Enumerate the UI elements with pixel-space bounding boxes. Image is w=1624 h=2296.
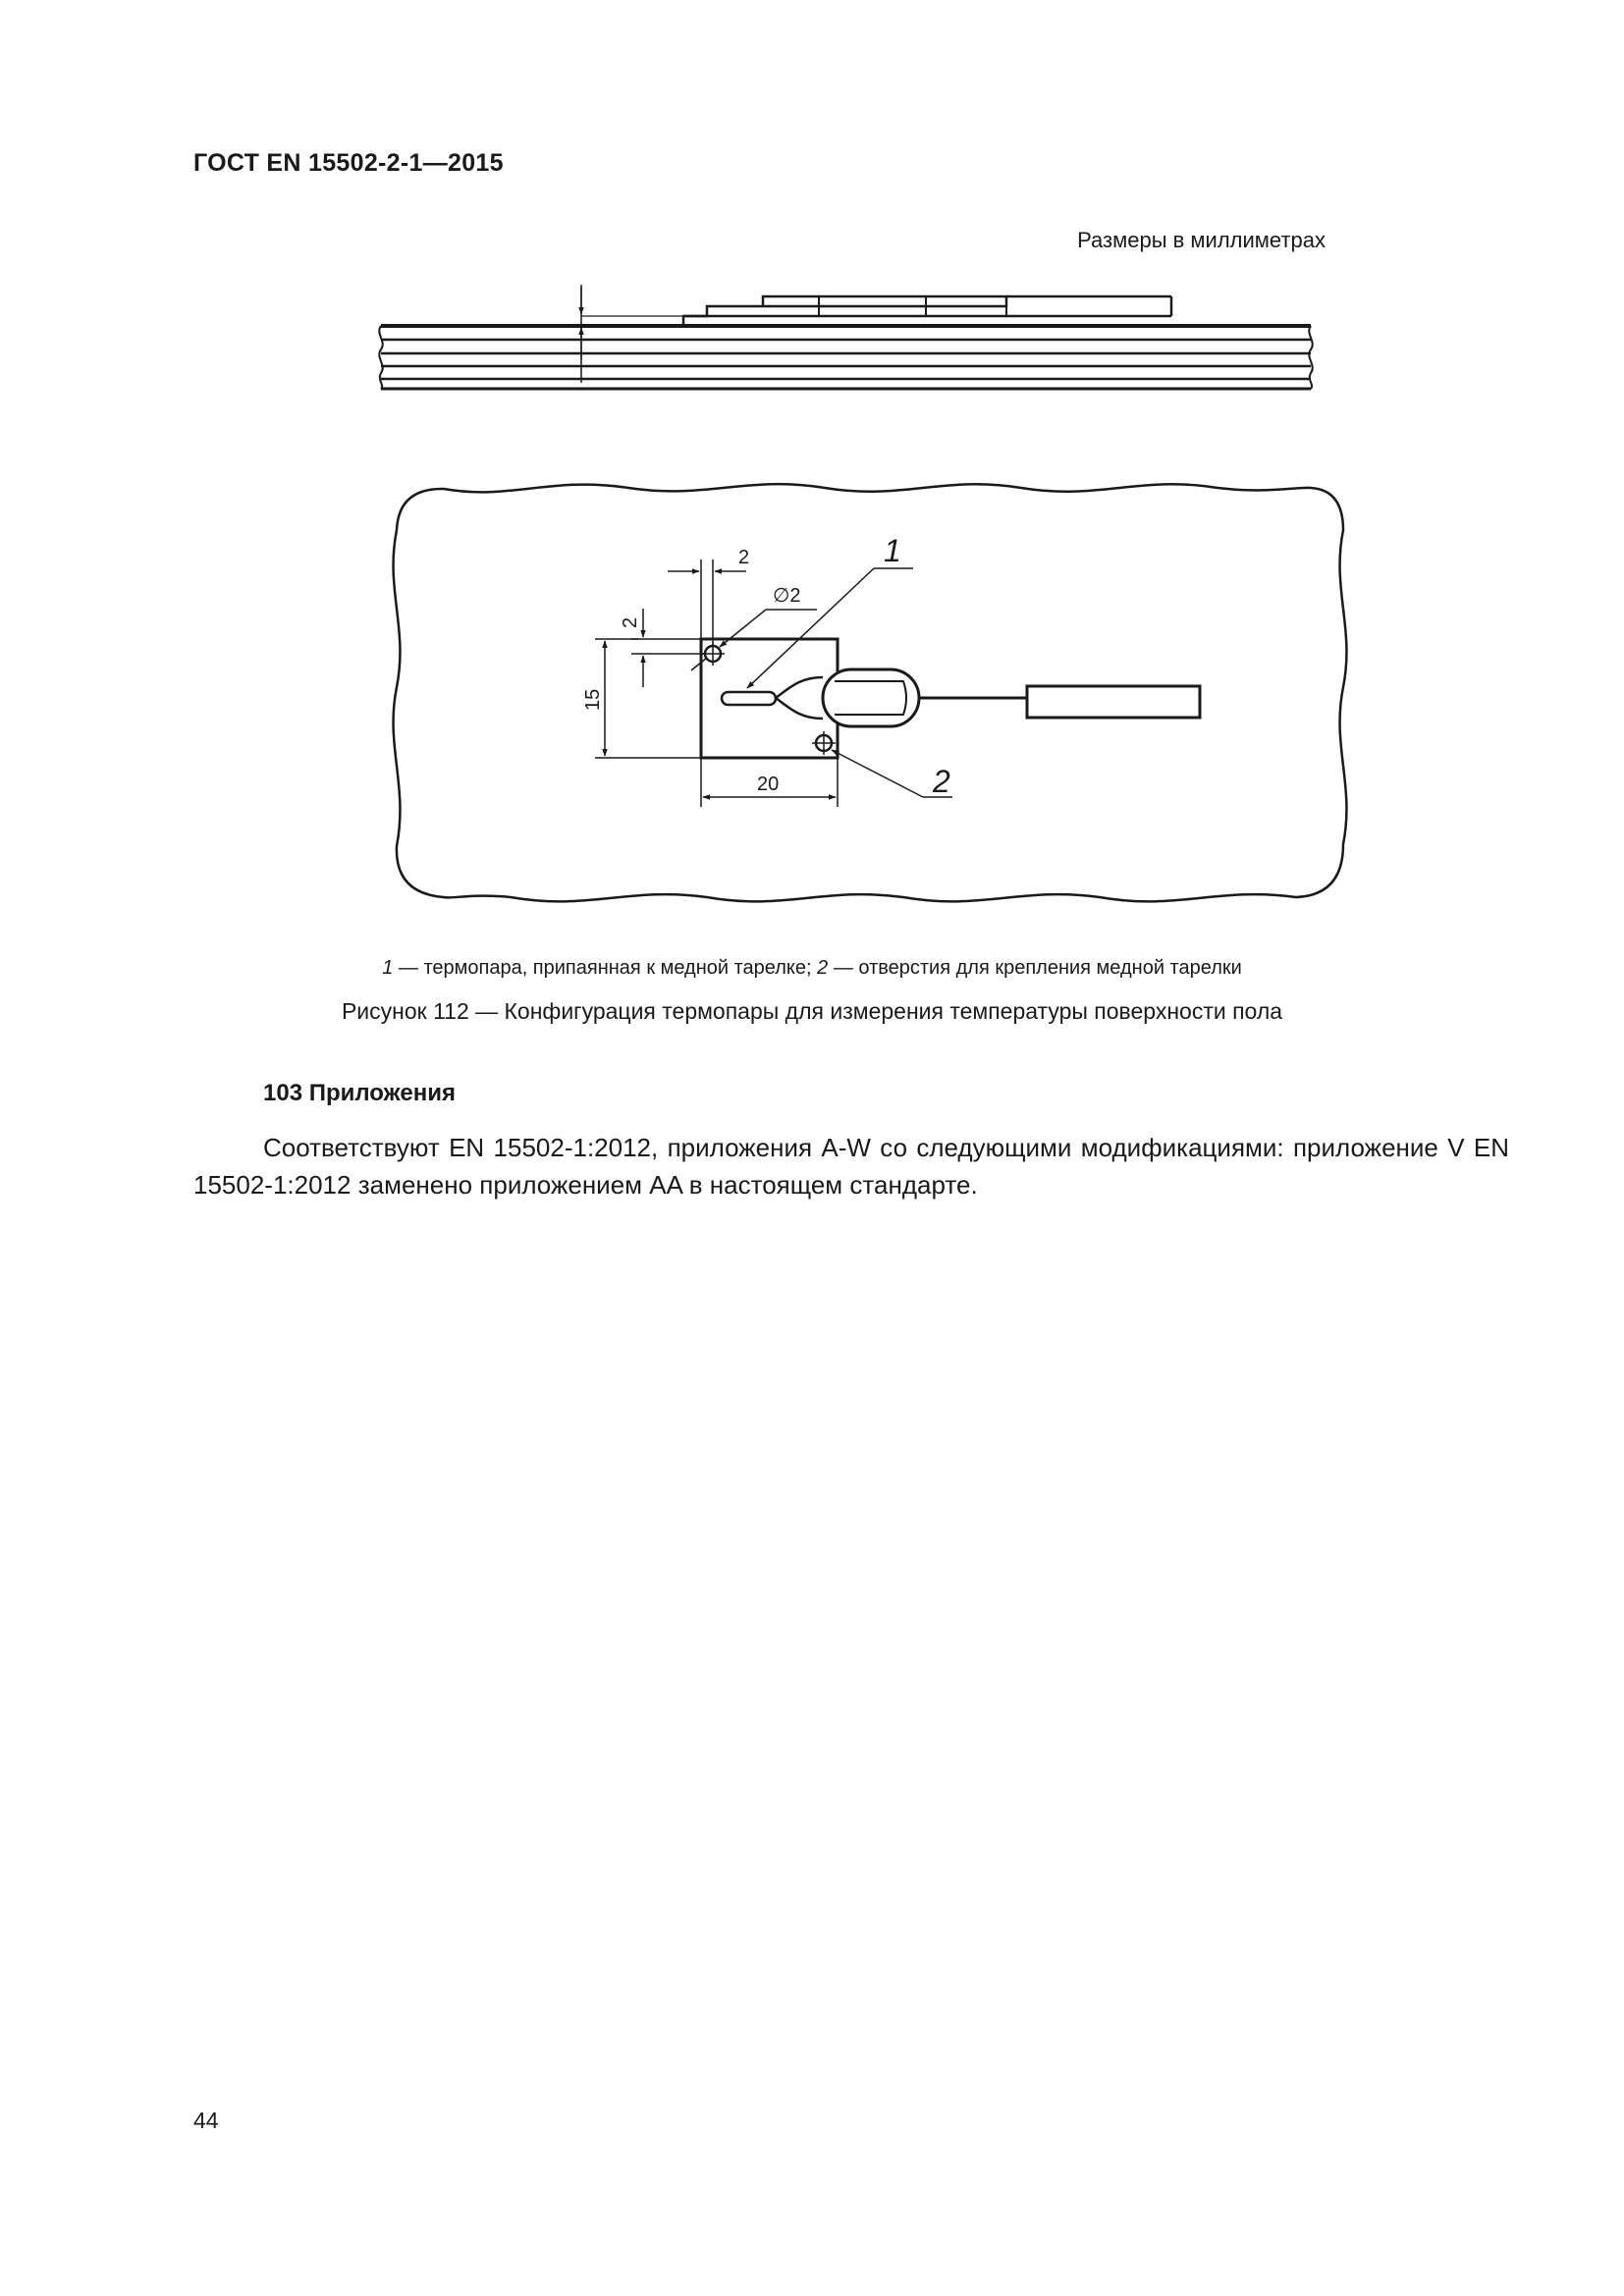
callout-1-label: 1 (884, 533, 901, 568)
dim-hole-offset-x (668, 560, 746, 646)
dim-plate-height (595, 639, 701, 758)
dim-hole-diameter-label: ∅2 (773, 585, 801, 607)
plan-view (394, 484, 1347, 901)
figure-legend (0, 957, 1624, 980)
section-paragraph: Соответствуют EN 15502-1:2012, приложения A-W со следующими модификациями: приложение V EN 15502-1:2012 заменено приложением AA в настоящем стандарте. (193, 1133, 1509, 1200)
dim-hole-offset-y-label: 2 (620, 616, 641, 628)
thermocouple-sheath (1027, 686, 1200, 718)
dim-hole-offset-y (631, 609, 705, 687)
legend-text-1: — термопара, припаянная к медной тарелке; (393, 957, 818, 979)
page-number: 44 (193, 2108, 219, 2133)
mounting-hole-bottom (812, 731, 836, 755)
document-header: ГОСТ EN 15502-2-1—2015 (193, 149, 504, 177)
thermocouple (722, 669, 1200, 726)
units-note: Размеры в миллиметрах (1077, 228, 1326, 252)
legend-text-2: — отверстия для крепления медной тарелки (828, 957, 1242, 979)
dim-plate-width-label: 20 (757, 774, 780, 795)
callout-2-label: 2 (933, 764, 950, 799)
legend-key-2: 2 (817, 957, 829, 979)
figure-caption: Рисунок 112 — Конфигурация термопары для измерения температуры поверхности пола (341, 998, 1283, 1024)
floor-section-view (379, 285, 1312, 389)
legend-key-1: 1 (382, 957, 394, 979)
section-title: 103 Приложения (263, 1080, 456, 1106)
dim-plate-height-label: 15 (582, 688, 604, 711)
dim-hole-offset-x-label: 2 (738, 547, 750, 568)
figure-112-drawing (0, 0, 1624, 942)
